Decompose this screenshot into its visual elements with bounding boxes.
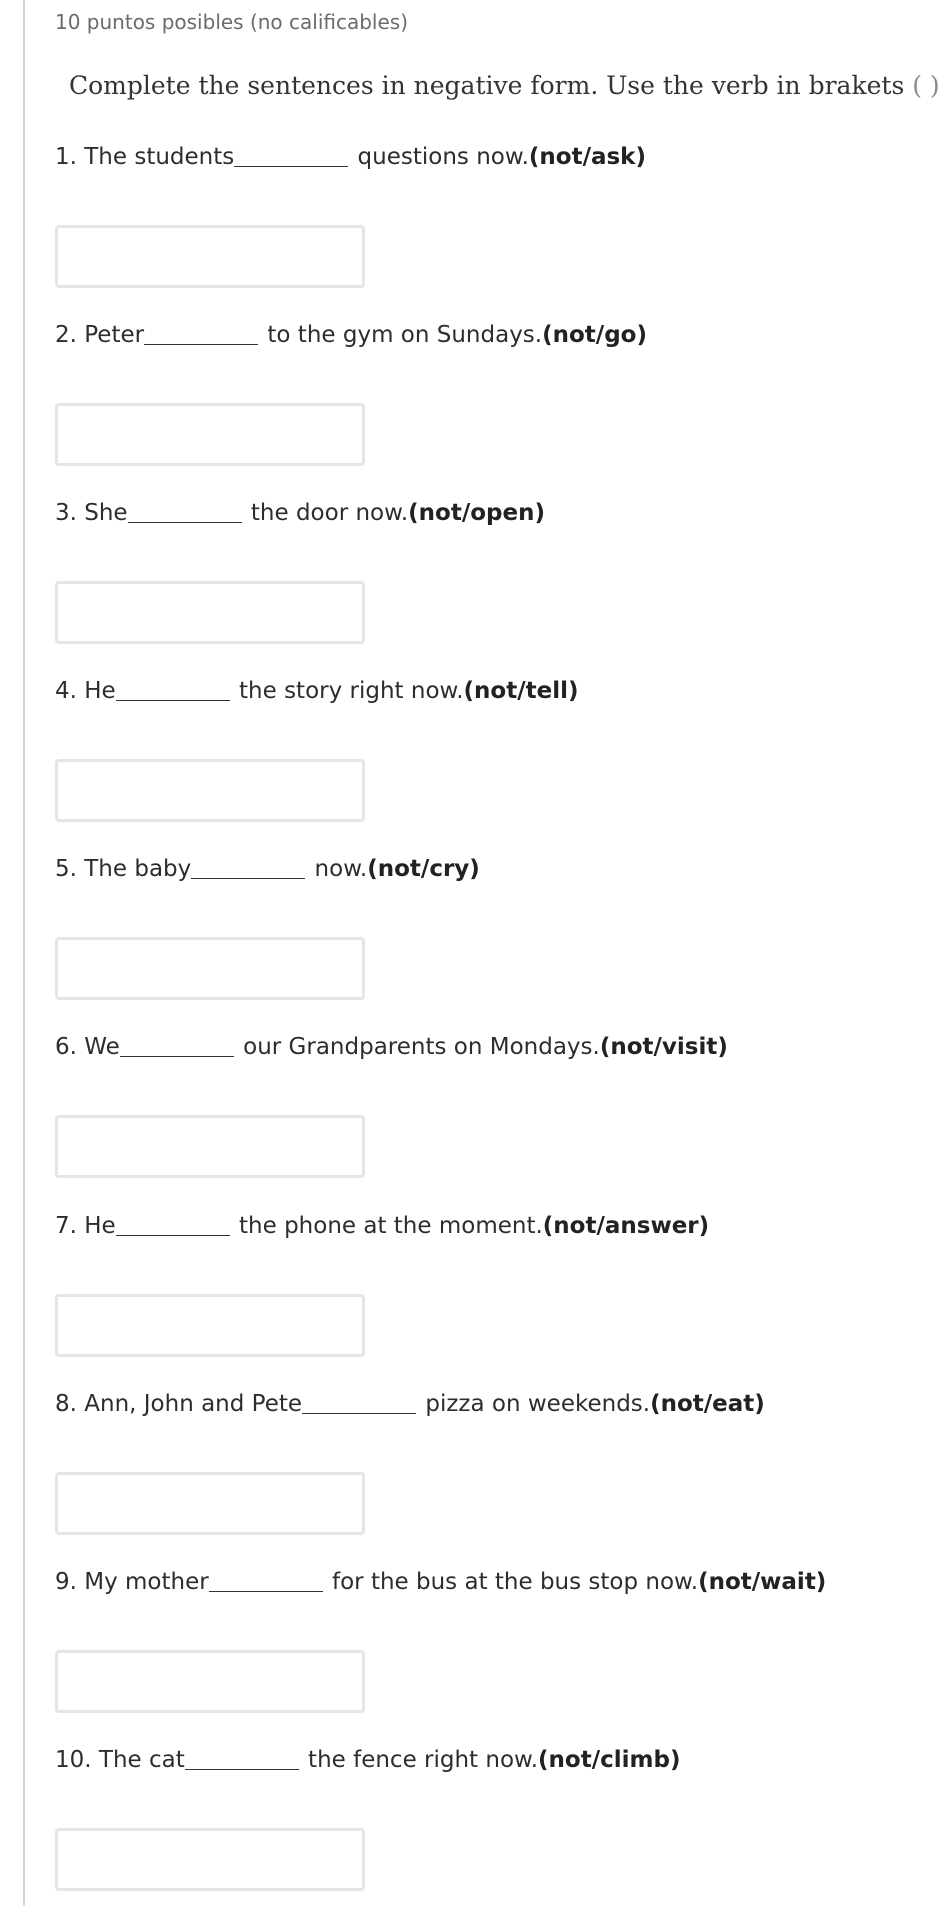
question-text [55,1032,915,1062]
question-suffix: the fence right now. [300,1747,539,1773]
answer-input-1[interactable] [55,225,365,288]
question-7 [55,1211,915,1241]
question-4 [55,676,915,706]
question-5 [55,854,915,884]
answer-input-8[interactable] [55,1472,365,1535]
blank-line [144,324,258,345]
answer-input-10[interactable] [55,1828,365,1891]
blank-line [191,858,305,879]
question-suffix: the phone at the moment. [231,1213,543,1239]
verb-hint: (not/open) [408,500,545,526]
question-text [55,1567,915,1597]
blank-line [120,1036,234,1057]
verb-hint: (not/ask) [528,144,646,170]
question-text [55,142,915,172]
question-suffix: to the gym on Sundays. [260,322,543,348]
question-prefix: 6. We [55,1034,120,1060]
verb-hint: (not/visit) [599,1034,728,1060]
question-prefix: 5. The baby [55,856,192,882]
answer-input-6[interactable] [55,1115,365,1178]
verb-hint: (not/eat) [650,1391,765,1417]
blank-line [209,1571,323,1592]
answer-input-3[interactable] [55,581,365,644]
question-prefix: 2. Peter [55,322,145,348]
question-suffix: questions now. [350,144,529,170]
blank-line [116,1215,230,1236]
blank-line [128,502,242,523]
question-text [55,498,915,528]
question-3 [55,498,915,528]
question-2 [55,320,915,350]
question-prefix: 10. The cat [55,1747,185,1773]
question-suffix: the story right now. [231,678,464,704]
answer-input-7[interactable] [55,1294,365,1357]
question-prefix: 4. He [55,678,116,704]
question-prefix: 8. Ann, John and Pete [55,1391,303,1417]
question-suffix: our Grandparents on Mondays. [235,1034,600,1060]
question-prefix: 9. My mother [55,1569,209,1595]
instruction-text [69,71,940,100]
blank-line [116,680,230,701]
question-8 [55,1389,915,1419]
instruction-main: Complete the sentences in negative form. Use the verb in brakets [69,71,913,100]
answer-input-5[interactable] [55,937,365,1000]
question-prefix: 7. He [55,1213,116,1239]
question-text [55,676,915,706]
verb-hint: (not/climb) [538,1747,681,1773]
question-6 [55,1032,915,1062]
blank-line [185,1749,299,1770]
answer-input-9[interactable] [55,1650,365,1713]
question-prefix: 1. The students [55,144,235,170]
answer-input-4[interactable] [55,759,365,822]
question-suffix: the door now. [243,500,409,526]
question-text [55,854,915,884]
question-suffix: pizza on weekends. [418,1391,651,1417]
question-text [55,1745,915,1775]
blank-line [234,146,348,167]
question-9 [55,1567,915,1597]
verb-hint: (not/go) [542,322,647,348]
question-text [55,1211,915,1241]
left-divider [23,0,25,1906]
verb-hint: (not/wait) [698,1569,827,1595]
blank-line [302,1393,416,1414]
question-prefix: 3. She [55,500,128,526]
question-text [55,1389,915,1419]
instruction-parentheses: ( ) [912,71,940,100]
question-suffix: now. [307,856,368,882]
points-label: 10 puntos posibles (no calificables) [55,10,409,34]
verb-hint: (not/tell) [463,678,579,704]
answer-input-2[interactable] [55,403,365,466]
verb-hint: (not/cry) [367,856,480,882]
question-1 [55,142,915,172]
question-10 [55,1745,915,1775]
question-text [55,320,915,350]
verb-hint: (not/answer) [542,1213,710,1239]
question-suffix: for the bus at the bus stop now. [324,1569,699,1595]
